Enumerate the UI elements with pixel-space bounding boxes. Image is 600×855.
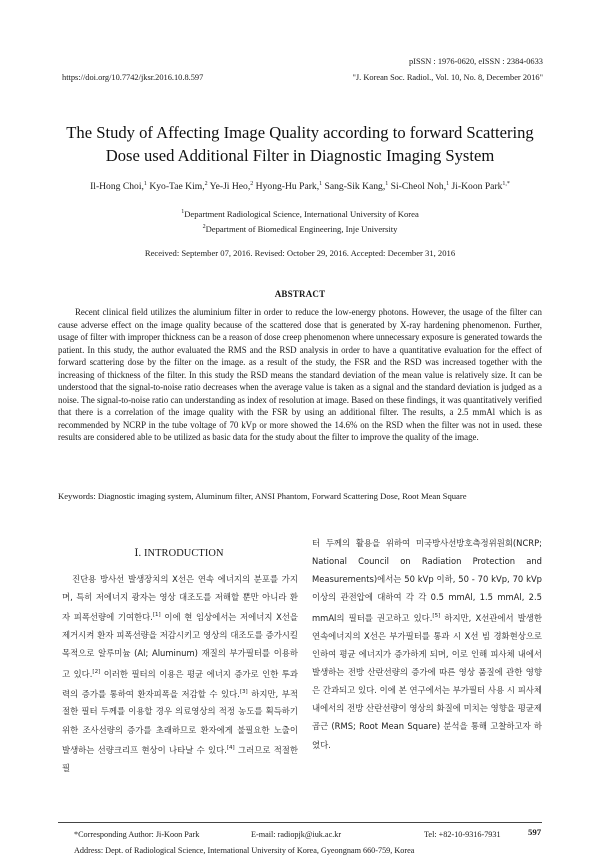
author	[452, 181, 510, 192]
affiliation-number: 1	[181, 209, 185, 216]
author-affiliation-mark: 1	[319, 181, 323, 187]
author	[391, 181, 449, 192]
author	[256, 181, 322, 192]
intro-column-left: 진단용 방사선 발생장치의 X선은 연속 에너지의 분포를 가지며, 특히 저에너지 광자는 영상 대조도를 저해할 뿐만 아니라 환자 피폭선량에 기여한다.[1] 이에 현 임상에서는 저에너지 X선을 제거시켜 환자 피폭선량을 저감시키고 영상의 대조도를 증가시킬 목적으로 알루미늄 (Al; Aluminum) 재질의 부가필터를 이용하고 있다.[2] 이러한 필터의 이용은 평균 에너지 증가로 인한 투과력의 증가를 통하여 환자피폭을 저감할 수 있다.[3] 하지만, 부적절한 필터 두께를 이용할 경우 의료영상의 적정 농도를 획득하기 위한 조사선량의 증가를 초래하므로 환자에게 불필요한 노출이 발생하는 선량크리프 현상이 나타날 수 있다.[4] 그러므로 적절한 필	[62, 574, 298, 773]
author-name: Ye-Ji Heo,	[209, 181, 251, 193]
author	[149, 181, 207, 192]
affiliation-number: 2	[202, 224, 206, 231]
author-affiliation-mark: 2	[250, 181, 254, 187]
author-phone: Tel: +82-10-9316-7931	[424, 830, 501, 839]
doi-link[interactable]: https://doi.org/10.7742/jksr.2016.10.8.597	[62, 73, 204, 82]
section-heading-introduction: Ⅰ. INTRODUCTION	[134, 548, 224, 559]
corresponding-author: *Corresponding Author: Ji-Koon Park	[74, 830, 200, 839]
citation-ref: [5]	[432, 612, 441, 619]
title-line-2: Dose used Additional Filter in Diagnostic Imaging System	[105, 146, 495, 165]
author	[90, 181, 147, 192]
author-name: Sang-Sik Kang,	[324, 181, 386, 193]
affiliation-text: Department of Biomedical Engineering, Inje University	[205, 224, 398, 234]
submission-dates: Received: September 07, 2016. Revised: October 29, 2016. Accepted: December 31, 2016	[144, 248, 456, 258]
author-name: Il-Hong Choi,	[90, 181, 144, 193]
issn-line: pISSN : 1976-0620, eISSN : 2384-0633	[408, 57, 543, 66]
author-affiliation-mark: 1	[446, 181, 450, 187]
keywords: Keywords: Diagnostic imaging system, Aluminum filter, ANSI Phantom, Forward Scattering Dose, Root Mean Square	[58, 491, 467, 501]
author-address: Address: Dept. of Radiological Science, International University of Korea, Gyeongnam 660-759, Korea	[74, 846, 415, 855]
citation-ref: [3]	[239, 688, 248, 695]
intro-column-right: 터 두께의 활용을 위하여 미국방사선방호측정위원회(NCRP; National Council on Radiation Protection and Measurements)에서는 50 kVp 이하, 50 - 70 kVp, 70 kVp 이상의 관전압에 대하여 각 각 0.5 mmAl, 1.5 mmAl, 2.5 mmAl의 필터를 권고하고 있다.[5] 하지만, X선관에서 발생한 연속에너지의 X선은 부가필터를 통과 시 X선 빔 경화현상으로 인하여 평균 에너지가 증가하게 되며, 이로 인해 피사체 내에서 발생하는 전방 산란선량의 증가에 따른 영상 품질에 관한 영향은 간과되고 있다. 이에 본 연구에서는 부가필터 사용 시 피사체 내에서의 전방 산란선량이 영상의 화질에 미치는 영향을 평균제곱근 (RMS; Root Mean Square) 분석을 통해 고찰하고자 하였다.	[312, 538, 542, 750]
abstract-body: Recent clinical field utilizes the aluminium filter in order to reduce the low-energy photons. However, the usage of the filter can cause adverse effect on the image quality because of the scattered dose that is generated by X-ray hardening phenomenon. Further, usage of filter with improper thickness can be a reason of dose creep phenomenon where unnecessary exposure is generated towards the patient. In this study, the author evaluated the RMS and the RSD analysis in order to have a quantitative evaluation for the effect of forward scattering dose by the filter on the image. as a result of the study, the FSR and the RSD was increased together with the increasing of thickness of the filter. In this study the RSD means the standard deviation of the mean value is relatively size. It can be understood that the signal-to-noise ratio decreases when the average value is taken as a signal and the standard deviation is judged as a noise. The signal-to-noise ratio can understanding as index of resolution at image. Based on these findings, it was quantitatively verified that there is a correlation of the image quality with the FSR by using an additional filter. The results, a 2.5 mmAl which is as recommended by NCRP in the tube voltage of 70 kVp or more showed the 14.6% on the RSD when the filter was not in used. these results are considered able to be utilized as basic data for the study about the filter to improve the quality of the image.	[58, 307, 542, 443]
citation-ref: [4]	[226, 744, 235, 751]
affiliation-1	[40, 209, 560, 219]
title-line-1: The Study of Affecting Image Quality according to forward Scattering	[66, 123, 534, 142]
author-affiliation-mark: 2	[204, 181, 208, 187]
author-affiliation-mark: 1	[385, 181, 389, 187]
author	[210, 181, 254, 192]
author-name: Kyo-Tae Kim,	[149, 181, 205, 193]
author-list	[40, 181, 560, 192]
author-name: Ji-Koon Park	[451, 181, 503, 193]
journal-citation: "J. Korean Soc. Radiol., Vol. 10, No. 8, December 2016"	[352, 73, 543, 82]
abstract-heading: ABSTRACT	[274, 289, 326, 299]
citation-ref: [1]	[152, 612, 161, 619]
affiliation-text: Department Radiological Science, International University of Korea	[184, 209, 419, 219]
author	[325, 181, 389, 192]
footer-divider	[58, 822, 542, 823]
author-name: Si-Cheol Noh,	[390, 181, 447, 193]
author-email[interactable]: E-mail: radiopjk@iuk.ac.kr	[251, 830, 342, 839]
page-number: 597	[528, 827, 542, 837]
author-name: Hyong-Hu Park,	[255, 181, 320, 193]
author-affiliation-mark: 1	[143, 181, 147, 187]
affiliation-2	[40, 224, 560, 234]
author-affiliation-mark: 1,*	[502, 181, 510, 187]
paper-title	[40, 121, 560, 167]
citation-ref: [2]	[92, 668, 101, 675]
